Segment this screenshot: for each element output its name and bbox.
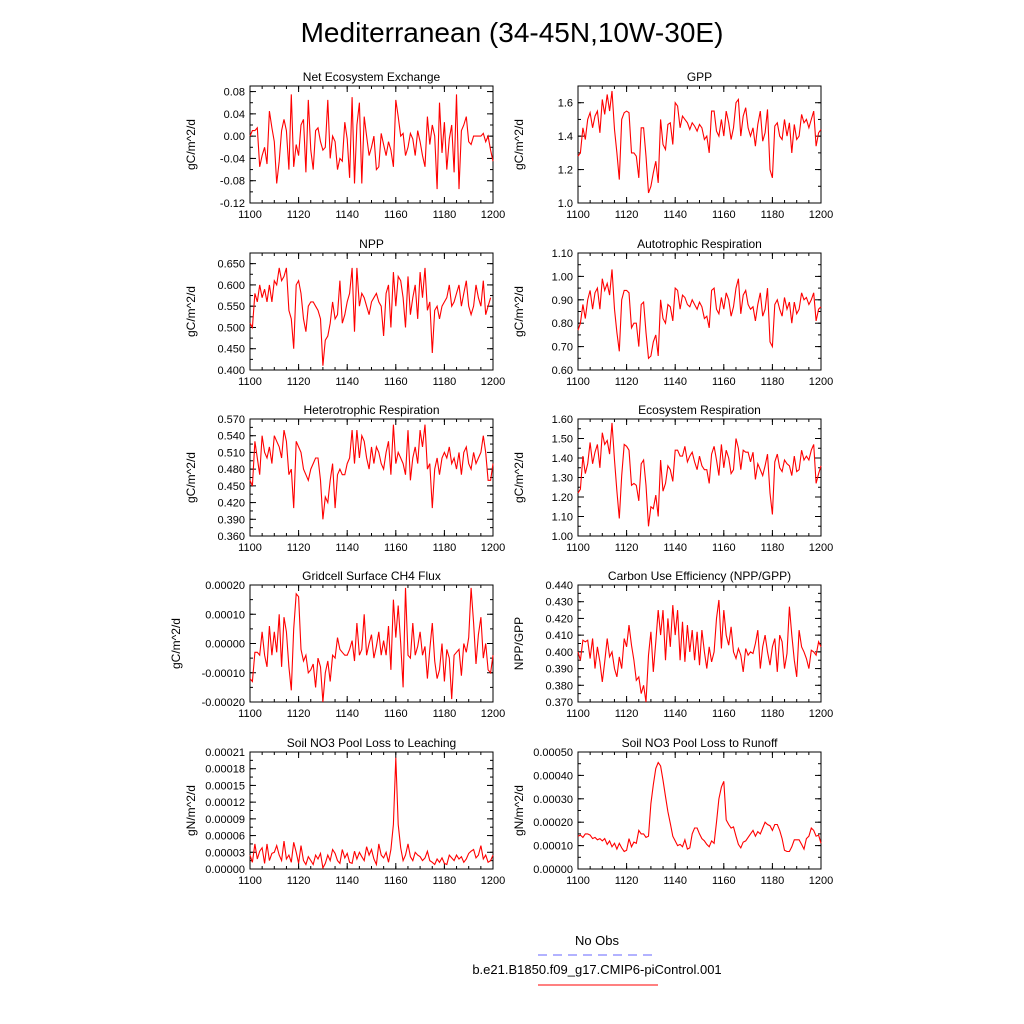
series-line-carbon-use-efficiency-npp-gpp <box>578 600 821 702</box>
x-tick-label: 1120 <box>614 209 639 221</box>
y-tick-label: 1.0 <box>557 198 573 210</box>
y-tick-label: 0.90 <box>551 294 573 307</box>
x-tick-label: 1180 <box>432 209 457 221</box>
y-tick-label: 0.80 <box>551 318 573 331</box>
x-tick-label: 1160 <box>711 875 736 887</box>
y-tick-label: 0.00010 <box>533 840 573 853</box>
panel-carbon-use-efficiency-npp-gpp <box>512 569 833 720</box>
x-tick-label: 1160 <box>711 209 736 221</box>
y-axis-label: gC/m^2/d <box>184 286 198 337</box>
panel-npp <box>184 237 505 388</box>
y-tick-label: 0.00015 <box>205 780 245 793</box>
y-tick-label: 0.00009 <box>205 813 245 826</box>
y-tick-label: 0.70 <box>551 341 573 354</box>
x-tick-label: 1120 <box>614 542 639 554</box>
x-tick-label: 1120 <box>614 875 639 887</box>
y-tick-label: 0.480 <box>217 464 245 477</box>
x-tick-label: 1180 <box>760 875 785 887</box>
y-axis-label: gN/m^2/d <box>184 785 198 836</box>
y-tick-label: 0.450 <box>217 343 245 356</box>
y-tick-label: 0.420 <box>545 613 573 626</box>
y-tick-label: 0.04 <box>223 108 245 121</box>
x-tick-label: 1160 <box>383 542 408 554</box>
x-tick-label: 1200 <box>480 542 506 554</box>
y-tick-label: 0.00021 <box>205 747 245 759</box>
y-tick-label: 0.650 <box>217 258 245 271</box>
x-tick-label: 1160 <box>711 708 736 720</box>
y-tick-label: -0.00010 <box>201 667 245 680</box>
x-tick-label: 1140 <box>663 542 688 554</box>
y-tick-label: 1.50 <box>551 433 573 446</box>
y-tick-label: 1.00 <box>551 271 573 284</box>
series-line-soil-no3-pool-loss-to-runoff <box>578 763 821 852</box>
y-tick-label: 1.10 <box>551 511 573 524</box>
x-tick-label: 1100 <box>566 875 590 887</box>
y-tick-label: 1.6 <box>557 97 573 110</box>
x-tick-label: 1160 <box>711 542 736 554</box>
panel-soil-no3-pool-loss-to-runoff <box>512 736 833 887</box>
y-tick-label: 0.60 <box>551 365 573 377</box>
x-tick-label: 1120 <box>286 708 311 720</box>
panels <box>169 70 833 887</box>
y-tick-label: 0.00000 <box>533 864 573 876</box>
panel-title: Gridcell Surface CH4 Flux <box>302 569 441 583</box>
legend <box>472 933 721 985</box>
y-tick-label: 1.2 <box>557 164 573 177</box>
y-tick-label: 0.00010 <box>205 609 245 622</box>
y-axis-label: gC/m^2/d <box>512 452 526 503</box>
x-tick-label: 1180 <box>760 376 785 388</box>
legend-label-no-obs: No Obs <box>574 933 620 948</box>
x-tick-label: 1140 <box>663 376 688 388</box>
x-tick-label: 1200 <box>480 376 506 388</box>
y-tick-label: -0.12 <box>219 198 245 210</box>
x-tick-label: 1100 <box>566 708 590 720</box>
series-line-gpp <box>578 91 821 193</box>
x-tick-label: 1200 <box>480 875 506 887</box>
y-tick-label: 0.510 <box>217 447 245 460</box>
x-tick-label: 1200 <box>808 708 834 720</box>
panel-gridcell-surface-ch4-flux <box>169 569 505 720</box>
x-tick-label: 1100 <box>566 209 590 221</box>
x-tick-label: 1120 <box>614 708 639 720</box>
x-tick-label: 1200 <box>808 209 834 221</box>
y-tick-label: 0.00050 <box>533 747 573 759</box>
y-tick-label: 0.00 <box>223 131 245 144</box>
x-tick-label: 1140 <box>335 542 360 554</box>
panel-title: Soil NO3 Pool Loss to Leaching <box>286 736 457 750</box>
series-line-ecosystem-respiration <box>578 423 821 526</box>
panel-title: NPP <box>359 237 384 251</box>
y-tick-label: 0.570 <box>217 414 245 426</box>
y-tick-label: 0.390 <box>217 514 245 527</box>
series-line-soil-no3-pool-loss-to-leaching <box>250 758 493 868</box>
x-tick-label: 1200 <box>480 209 506 221</box>
panel-title: Carbon Use Efficiency (NPP/GPP) <box>607 569 792 583</box>
y-tick-label: 0.390 <box>545 663 573 676</box>
x-tick-label: 1140 <box>335 376 360 388</box>
x-tick-label: 1200 <box>808 542 834 554</box>
y-tick-label: 1.60 <box>551 414 573 426</box>
y-tick-label: 0.380 <box>545 680 573 693</box>
x-tick-label: 1180 <box>432 708 457 720</box>
y-tick-label: 0.420 <box>217 497 245 510</box>
x-tick-label: 1120 <box>614 376 639 388</box>
legend-label-model: b.e21.B1850.f09_g17.CMIP6-piControl.001 <box>472 962 722 977</box>
x-tick-label: 1120 <box>286 542 311 554</box>
panel-autotrophic-respiration <box>512 237 833 388</box>
x-tick-label: 1200 <box>808 376 834 388</box>
y-tick-label: 0.00030 <box>533 793 573 806</box>
plot-frame <box>250 585 493 702</box>
series-line-autotrophic-respiration <box>578 269 821 358</box>
panel-title: Soil NO3 Pool Loss to Runoff <box>621 736 778 750</box>
panel-title: Ecosystem Respiration <box>638 403 761 417</box>
y-tick-label: 0.540 <box>217 430 245 443</box>
plot-frame <box>250 419 493 536</box>
x-tick-label: 1200 <box>480 708 506 720</box>
y-tick-label: -0.00020 <box>201 697 245 709</box>
panel-gpp <box>512 70 833 221</box>
y-tick-label: 0.430 <box>545 596 573 609</box>
panel-soil-no3-pool-loss-to-leaching <box>184 736 505 887</box>
series-line-gridcell-surface-ch4-flux <box>250 588 493 702</box>
x-tick-label: 1100 <box>238 708 262 720</box>
panel-net-ecosystem-exchange <box>184 70 505 221</box>
x-tick-label: 1100 <box>566 376 590 388</box>
x-tick-label: 1140 <box>663 209 688 221</box>
y-tick-label: 0.410 <box>545 630 573 643</box>
series-line-net-ecosystem-exchange <box>250 94 493 189</box>
y-tick-label: -0.04 <box>219 153 245 166</box>
x-tick-label: 1140 <box>335 875 360 887</box>
y-tick-label: 1.20 <box>551 492 573 504</box>
y-tick-label: 0.00040 <box>533 770 573 783</box>
x-tick-label: 1160 <box>383 376 408 388</box>
x-tick-label: 1180 <box>432 875 457 887</box>
y-tick-label: 0.00003 <box>205 847 245 860</box>
y-tick-label: 0.00000 <box>205 864 245 876</box>
panel-title: Net Ecosystem Exchange <box>302 70 441 84</box>
panel-title: Heterotrophic Respiration <box>303 403 440 417</box>
y-tick-label: 0.400 <box>217 365 245 377</box>
y-tick-label: 1.00 <box>551 531 573 543</box>
x-tick-label: 1160 <box>711 376 736 388</box>
x-tick-label: 1100 <box>238 542 262 554</box>
panel-title: GPP <box>686 70 713 84</box>
x-tick-label: 1120 <box>286 376 311 388</box>
y-axis-label: gC/m^2/d <box>184 119 198 170</box>
x-tick-label: 1180 <box>432 376 457 388</box>
x-tick-label: 1140 <box>335 209 360 221</box>
y-tick-label: -0.08 <box>219 175 245 188</box>
x-tick-label: 1180 <box>760 209 785 221</box>
x-tick-label: 1200 <box>808 875 834 887</box>
y-tick-label: 0.00020 <box>533 817 573 830</box>
y-tick-label: 1.40 <box>551 453 573 465</box>
y-tick-label: 0.550 <box>217 301 245 314</box>
y-tick-label: 0.360 <box>217 531 245 543</box>
y-tick-label: 0.440 <box>545 580 573 592</box>
y-tick-label: 0.500 <box>217 322 245 335</box>
plot-frame <box>578 752 821 869</box>
panel-title: Autotrophic Respiration <box>637 237 762 251</box>
x-tick-label: 1100 <box>238 376 262 388</box>
x-tick-label: 1180 <box>760 708 785 720</box>
y-axis-label: NPP/GPP <box>512 616 526 671</box>
plot-frame <box>578 585 821 702</box>
y-tick-label: 0.08 <box>223 86 245 99</box>
y-tick-label: 0.450 <box>217 480 245 493</box>
x-tick-label: 1160 <box>383 209 408 221</box>
y-tick-label: 0.00020 <box>205 580 245 592</box>
panel-ecosystem-respiration <box>512 403 833 554</box>
y-tick-label: 1.4 <box>557 131 573 144</box>
x-tick-label: 1120 <box>286 875 311 887</box>
series-line-npp <box>250 268 491 366</box>
y-tick-label: 1.30 <box>551 472 573 485</box>
plot-frame <box>578 419 821 536</box>
x-tick-label: 1160 <box>383 875 408 887</box>
x-tick-label: 1120 <box>286 209 311 221</box>
x-tick-label: 1180 <box>432 542 457 554</box>
x-tick-label: 1180 <box>760 542 785 554</box>
figure-title: Mediterranean (34-45N,10W-30E) <box>300 17 724 48</box>
x-tick-label: 1100 <box>566 542 590 554</box>
y-tick-label: 0.00006 <box>205 830 245 843</box>
panel-heterotrophic-respiration <box>184 403 505 554</box>
x-tick-label: 1140 <box>663 875 688 887</box>
y-tick-label: 0.00012 <box>205 797 245 810</box>
y-axis-label: gC/m^2/d <box>184 452 198 503</box>
plot-frame <box>578 86 821 203</box>
x-tick-label: 1140 <box>663 708 688 720</box>
x-tick-label: 1100 <box>238 875 262 887</box>
y-tick-label: 0.00000 <box>205 638 245 651</box>
series-line-heterotrophic-respiration <box>250 425 493 520</box>
y-tick-label: 0.00018 <box>205 763 245 776</box>
y-tick-label: 0.400 <box>545 646 573 659</box>
x-tick-label: 1160 <box>383 708 408 720</box>
y-axis-label: gC/m^2/d <box>512 286 526 337</box>
y-axis-label: gC/m^2/d <box>512 119 526 170</box>
y-axis-label: gC/m^2/d <box>169 618 183 669</box>
y-axis-label: gN/m^2/d <box>512 785 526 836</box>
y-tick-label: 1.10 <box>551 248 573 260</box>
y-tick-label: 0.370 <box>545 697 573 709</box>
x-tick-label: 1100 <box>238 209 262 221</box>
y-tick-label: 0.600 <box>217 279 245 292</box>
x-tick-label: 1140 <box>335 708 360 720</box>
